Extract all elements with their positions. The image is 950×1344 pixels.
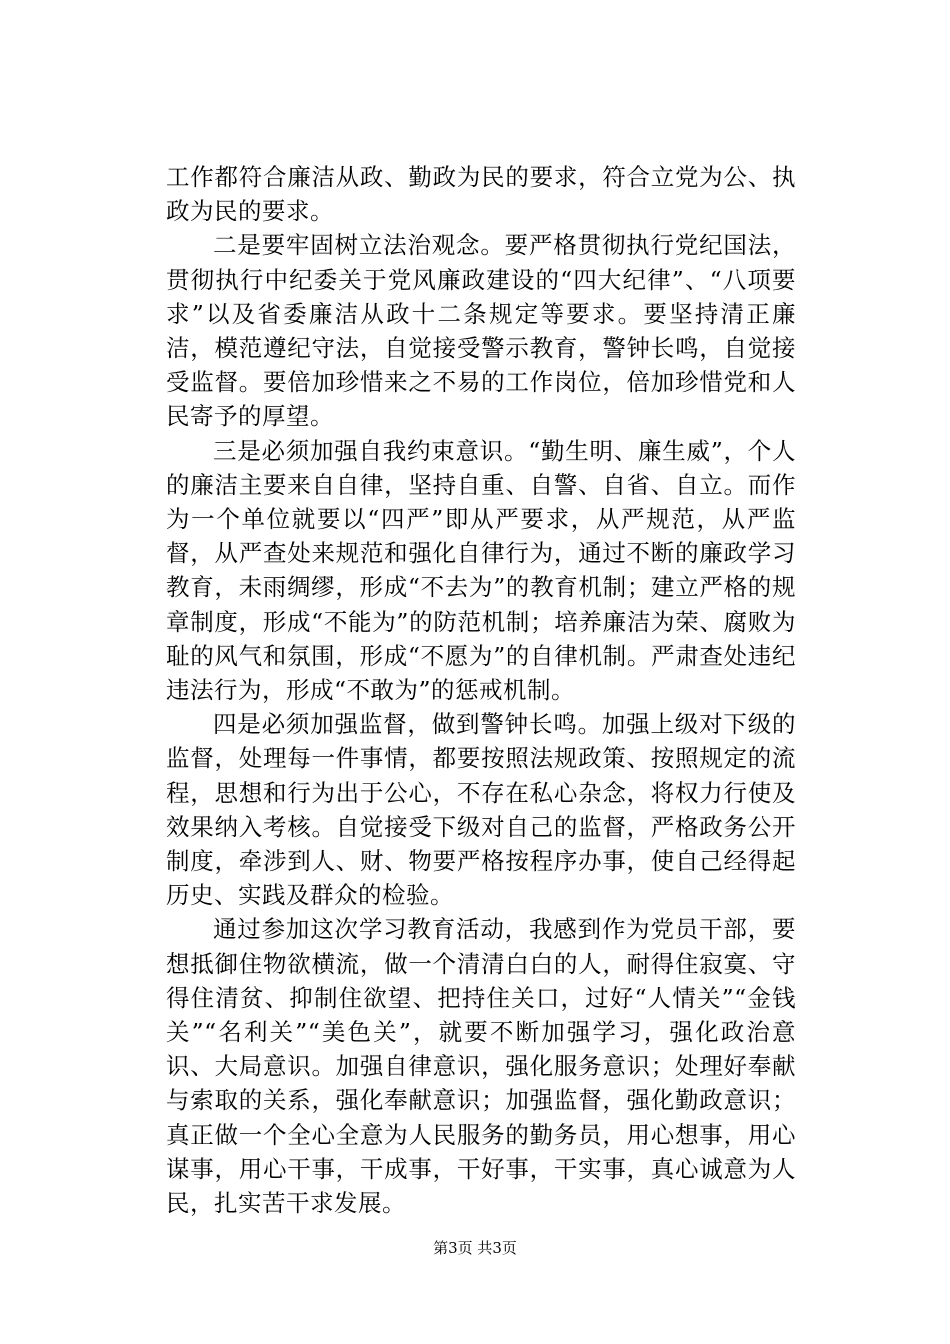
paragraph-3: 三是必须加强自我约束意识。“勤生明、廉生威”，个人的廉洁主要来自自律，坚持自重、自警、自省、自立。而作为一个单位就要以“四严”即从严要求，从严规范，从严监督，从严查处来规范和强化自律行为，通过不断的廉政学习教育，未雨绸缪，形成“不去为”的教育机制；建立严格的规章制度，形成“不能为”的防范机制；培养廉洁为荣、腐败为耻的风气和氛围，形成“不愿为”的自律机制。严肃查处违纪违法行为，形成“不敢为”的惩戒机制。: [166, 436, 796, 705]
document-body: [166, 160, 796, 1220]
paragraph-2: 二是要牢固树立法治观念。要严格贯彻执行党纪国法，贯彻执行中纪委关于党风廉政建设的“四大纪律”、“八项要求”以及省委廉洁从政十二条规定等要求。要坚持清正廉洁，模范遵纪守法，自觉接受警示教育，警钟长鸣，自觉接受监督。要倍加珍惜来之不易的工作岗位，倍加珍惜党和人民寄予的厚望。: [166, 231, 796, 431]
paragraph-1: 工作都符合廉洁从政、勤政为民的要求，符合立党为公、执政为民的要求。: [166, 163, 796, 226]
paragraph-4: 四是必须加强监督，做到警钟长鸣。加强上级对下级的监督，处理每一件事情，都要按照法规政策、按照规定的流程，思想和行为出于公心，不存在私心杂念，将权力行使及效果纳入考核。自觉接受下级对自己的监督，严格政务公开制度，牵涉到人、财、物要严格按程序办事，使自己经得起历史、实践及群众的检验。: [166, 710, 796, 910]
paragraph-5: 通过参加这次学习教育活动，我感到作为党员干部，要想抵御住物欲横流，做一个清清白白的人，耐得住寂寞、守得住清贫、抑制住欲望、把持住关口，过好“人情关”“金钱关”“名利关”“美色关”，就要不断加强学习，强化政治意识、大局意识。加强自律意识，强化服务意识；处理好奉献与索取的关系，强化奉献意识；加强监督，强化勤政意识；真正做一个全心全意为人民服务的勤务员，用心想事，用心谋事，用心干事，干成事，干好事，干实事，真心诚意为人民，扎实苦干求发展。: [166, 915, 796, 1218]
page-number: 第3页 共3页: [433, 1239, 517, 1257]
page-footer: [0, 1238, 950, 1258]
